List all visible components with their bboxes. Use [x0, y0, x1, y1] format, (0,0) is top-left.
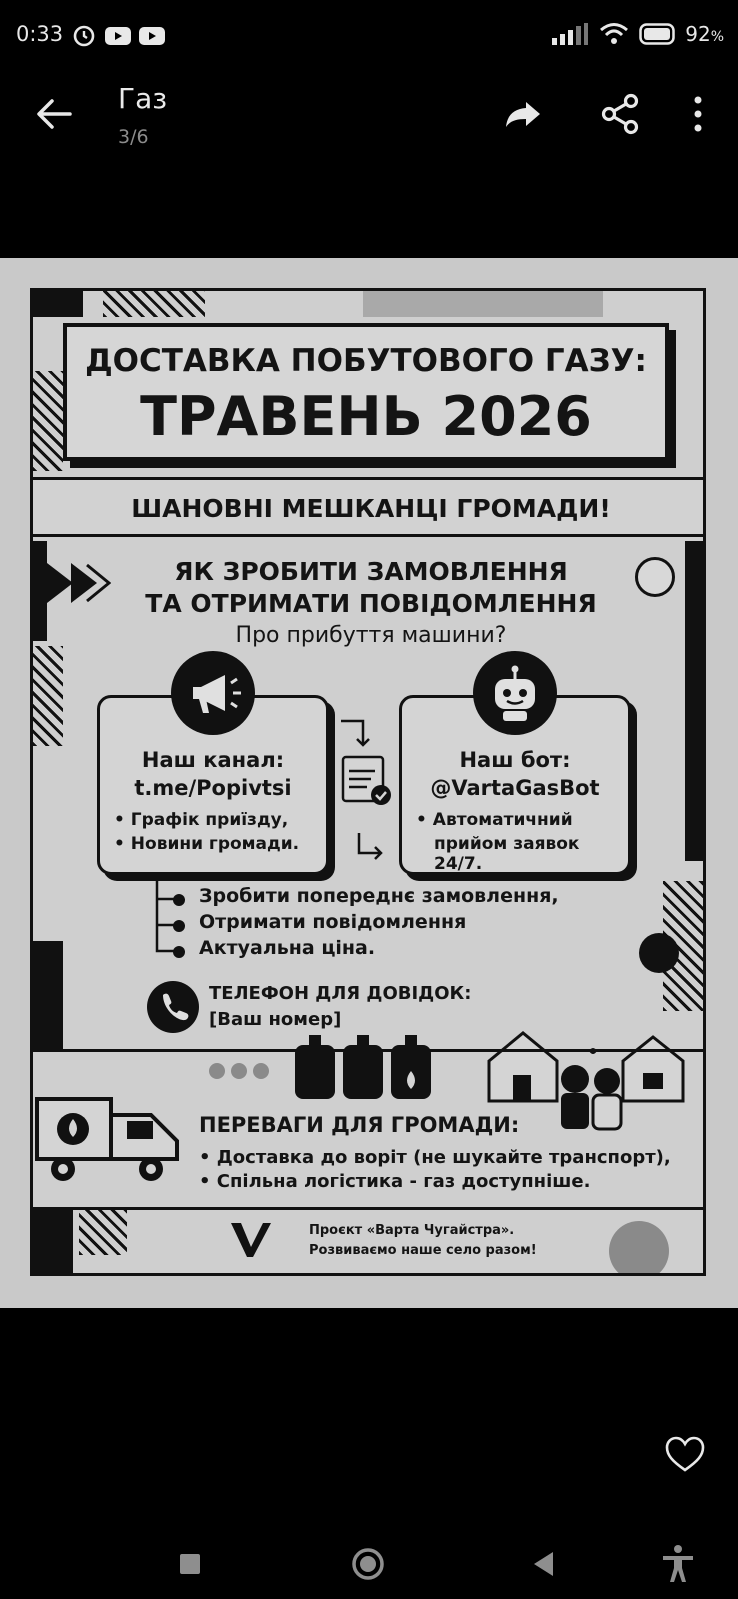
status-time: 0:33	[16, 22, 64, 46]
more-vert-icon[interactable]	[674, 90, 722, 138]
system-nav-bar	[0, 1530, 738, 1599]
battery-icon	[639, 23, 675, 45]
deco-block	[33, 291, 83, 317]
app-header	[0, 72, 738, 182]
poster-title-box	[63, 323, 669, 461]
phone-icon	[147, 981, 199, 1033]
deco-hatch	[103, 291, 205, 317]
gas-cylinders-illustration	[203, 1031, 433, 1101]
bot-heading2: @VartaGasBot	[430, 776, 600, 800]
how-line3: Про прибуття машини?	[235, 623, 507, 648]
bot-bullet: прийом заявок 24/7.	[434, 834, 580, 874]
project-logo	[229, 1219, 273, 1259]
poster	[30, 288, 706, 1276]
feature-dot	[173, 920, 185, 932]
status-bar	[0, 0, 738, 72]
deco-block	[33, 941, 63, 1051]
feature-item: Актуальна ціна.	[199, 937, 376, 959]
robot-badge	[473, 651, 557, 735]
footer-line1: Проєкт «Варта Чугайстра».	[309, 1223, 515, 1238]
megaphone-badge	[171, 651, 255, 735]
delivery-truck-illustration	[35, 1093, 185, 1193]
poster-title-line1: ДОСТАВКА ПОБУТОВОГО ГАЗУ:	[85, 343, 647, 379]
how-line1: ЯК ЗРОБИТИ ЗАМОВЛЕННЯ	[174, 557, 568, 586]
channel-heading2: t.me/Popivtsi	[134, 776, 292, 800]
battery-unit: %	[710, 29, 724, 45]
how-line2: ТА ОТРИМАТИ ПОВІДОМЛЕННЯ	[145, 589, 597, 618]
form-flow-icon	[333, 715, 403, 865]
accessibility-icon[interactable]	[654, 1540, 702, 1588]
megaphone-icon	[171, 651, 255, 735]
advantage-item: • Доставка до воріт (не шукайте транспорт),	[199, 1147, 671, 1168]
phone-value: [Ваш номер]	[209, 1009, 342, 1030]
greeting-text: ШАНОВНІ МЕШКАНЦІ ГРОМАДИ!	[131, 494, 611, 523]
deco-block	[33, 1207, 73, 1276]
youtube-icon	[104, 24, 132, 48]
channel-heading1: Наш канал:	[141, 748, 285, 772]
channel-bullet: • Графік приїзду,	[114, 810, 289, 830]
phone-label: ТЕЛЕФОН ДЛЯ ДОВІДОК:	[209, 983, 472, 1004]
divider	[33, 1207, 706, 1210]
youtube-icon	[138, 24, 166, 48]
deco-hatch	[33, 371, 63, 471]
feature-item: Зробити попереднє замовлення,	[199, 885, 559, 907]
feature-dot	[173, 946, 185, 958]
share-icon[interactable]	[596, 90, 644, 138]
deco-hatch	[79, 1207, 127, 1255]
channel-bullet: • Новини громади.	[114, 834, 300, 854]
alarm-icon	[70, 24, 98, 48]
back-arrow-icon[interactable]	[30, 90, 78, 138]
back-triangle-icon[interactable]	[520, 1540, 568, 1588]
battery-percent: 92	[685, 22, 711, 46]
wifi-icon	[599, 22, 629, 46]
robot-icon	[473, 651, 557, 735]
deco-circle	[639, 933, 679, 973]
home-circle-icon[interactable]	[344, 1540, 392, 1588]
greeting-bar	[33, 477, 706, 537]
photo-view[interactable]	[0, 258, 738, 1308]
photo-counter: 3/6	[118, 126, 149, 148]
heart-outline-icon[interactable]	[664, 1434, 706, 1476]
footer-line2: Розвиваємо наше село разом!	[309, 1243, 537, 1258]
bot-heading1: Наш бот:	[459, 748, 571, 772]
advantages-title: ПЕРЕВАГИ ДЛЯ ГРОМАДИ:	[199, 1113, 520, 1137]
signal-icon	[551, 22, 589, 46]
feature-item: Отримати повідомлення	[199, 911, 467, 933]
advantage-item: • Спільна логістика - газ доступніше.	[199, 1171, 591, 1192]
deco-block	[363, 291, 603, 317]
divider	[33, 1049, 706, 1052]
bot-bullet: • Автоматичний	[416, 810, 573, 830]
deco-circle	[609, 1221, 669, 1276]
poster-title-line2: ТРАВЕНЬ 2026	[140, 385, 592, 448]
deco-hatch	[33, 646, 63, 746]
phone-badge	[147, 981, 199, 1033]
forward-icon[interactable]	[500, 90, 548, 138]
recents-square-icon[interactable]	[166, 1540, 214, 1588]
feature-dot	[173, 894, 185, 906]
album-title: Газ	[118, 82, 168, 115]
